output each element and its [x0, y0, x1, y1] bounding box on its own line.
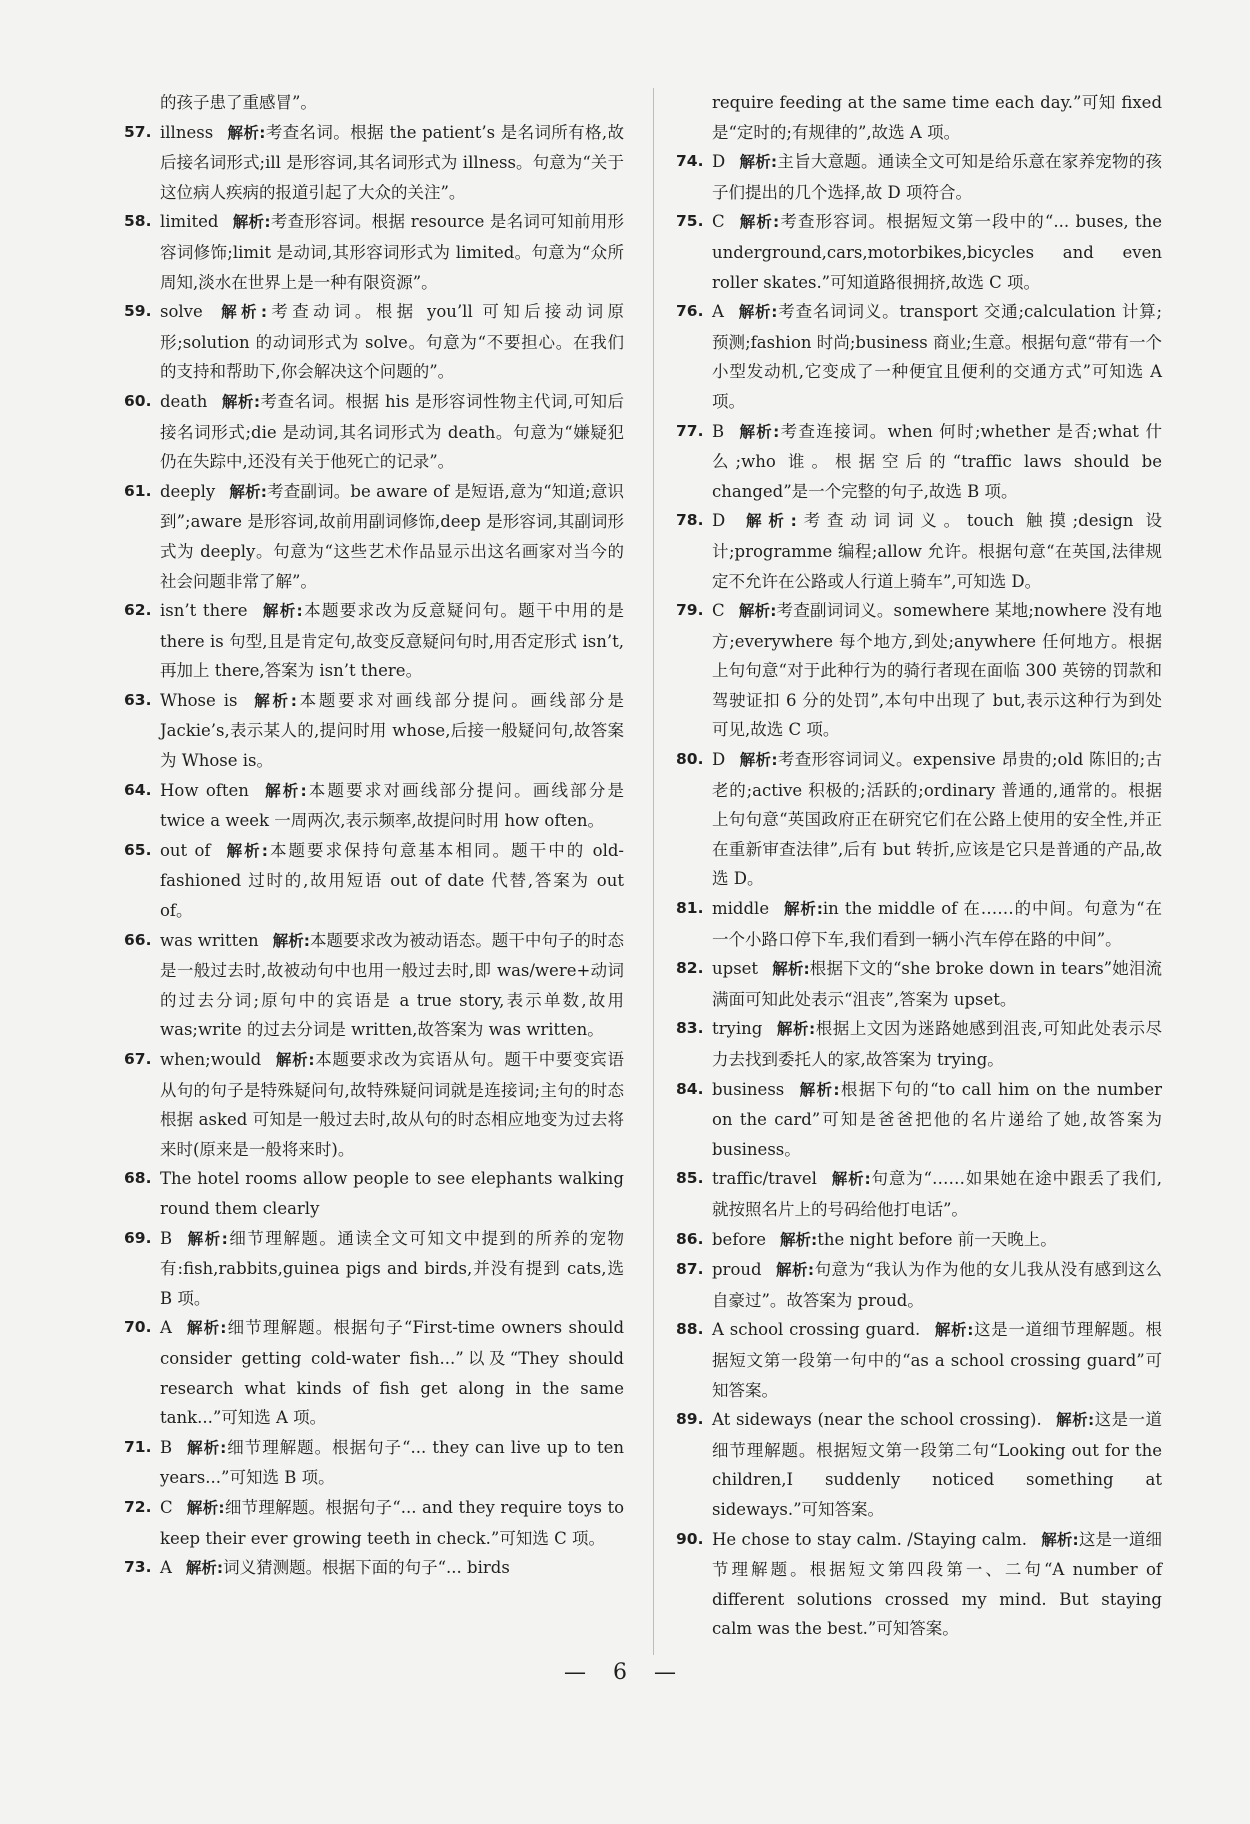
- question-number: 61.: [124, 481, 152, 500]
- question-number: 73.: [124, 1558, 152, 1577]
- answer-item: [676, 147, 1162, 207]
- answer-text: Whose is: [160, 690, 238, 710]
- question-number: 74.: [676, 152, 704, 171]
- analysis-label: 解析:: [227, 123, 266, 142]
- answer-text: A: [160, 1318, 172, 1338]
- analysis-text: 考查动词词义。touch 触摸;design 设计;programme 编程;allow 允许。根据句意“在英国,法律规定不允许在公路或人行道上骑车”,可知选 D。: [712, 511, 1162, 591]
- answer-text: proud: [712, 1260, 762, 1280]
- question-number: 72.: [124, 1497, 152, 1516]
- answer-item: [124, 1433, 624, 1493]
- question-number: 76.: [676, 302, 704, 321]
- answer-item: [676, 1525, 1162, 1644]
- answer-item: [124, 596, 624, 686]
- analysis-label: 解析:: [262, 781, 307, 800]
- answer-item: [676, 1405, 1162, 1524]
- answer-text: C: [160, 1497, 173, 1517]
- answer-item: [676, 1225, 1162, 1256]
- answer-item: [124, 1164, 624, 1223]
- answer-item: [124, 88, 624, 118]
- analysis-text: 考查名词。根据 his 是形容词性物主代词,可知后接名词形式;die 是动词,其名词形式为 death。句意为“嫌疑犯仍在失踪中,还没有关于他死亡的记录”。: [160, 391, 625, 472]
- question-number: 75.: [676, 212, 704, 231]
- answer-text: was written: [160, 930, 259, 950]
- analysis-label: 解析:: [216, 303, 268, 322]
- analysis-label: 解析:: [186, 1229, 228, 1248]
- analysis-text: 本题要求对画线部分提问。画线部分是 twice a week 一周两次,表示频率,故提问时用 how often。: [160, 780, 624, 831]
- analysis-label: 解析:: [772, 960, 810, 979]
- answer-text: middle: [712, 899, 770, 919]
- analysis-text: 细节理解题。根据句子“First-time owners should consider getting cold-water fish...”以及“They should research what kinds of fish get along in the same tank...”可知选 A 项。: [160, 1318, 625, 1428]
- answer-item: [124, 477, 624, 596]
- answer-item: [124, 926, 624, 1045]
- analysis-label: 解析:: [251, 691, 297, 710]
- analysis-text: in the middle of 在……的中间。句意为“在一个小路口停下车,我们看到一辆小汽车停在路的中间”。: [712, 899, 1162, 949]
- answer-text: The hotel rooms allow people to see elephants walking round them clearly: [160, 1169, 624, 1218]
- answer-item: [676, 207, 1162, 297]
- question-number: 64.: [124, 780, 152, 799]
- answer-item: [676, 1315, 1162, 1405]
- answer-item: [676, 88, 1162, 147]
- answer-item: [124, 1224, 624, 1314]
- answer-item: [124, 207, 624, 297]
- answer-item: [124, 1493, 624, 1553]
- answer-item: [676, 297, 1162, 416]
- question-number: 79.: [676, 601, 704, 620]
- question-number: 70.: [124, 1318, 152, 1337]
- question-number: 81.: [676, 899, 704, 918]
- answer-item: [676, 596, 1162, 745]
- analysis-text: 考查副词。be aware of 是短语,意为“知道;意识到”;aware 是形容词,故前用副词修饰,deep 是形容词,其副词形式为 deeply。句意为“这些艺术作品显示出这名画家对当今的社会问题非常了解”。: [160, 481, 624, 591]
- left-column: [124, 88, 624, 1584]
- analysis-text: 这是一道细节理解题。根据短文第四段第一、二句“A number of different solutions crossed my mind. But staying calm was the best.”可知答案。: [712, 1529, 1163, 1639]
- analysis-label: 解析:: [1055, 1411, 1095, 1430]
- analysis-label: 解析:: [232, 213, 271, 232]
- answer-item: [124, 1045, 624, 1164]
- answer-text: A school crossing guard.: [712, 1320, 921, 1340]
- question-number: 87.: [676, 1260, 704, 1279]
- answer-text: out of: [160, 840, 211, 860]
- analysis-text: 考查形容词。根据短文第一段中的“... buses, the underground,cars,motorbikes,bicycles and even roller skates.”可知道路很拥挤,故选 C 项。: [712, 212, 1162, 292]
- analysis-label: 解析:: [934, 1321, 974, 1340]
- answer-item: [676, 1075, 1162, 1165]
- question-number: 85.: [676, 1169, 704, 1188]
- answer-text: D: [712, 152, 726, 172]
- answer-text: How often: [160, 780, 249, 800]
- analysis-text: 考查名词词义。transport 交通;calculation 计算;预测;fashion 时尚;business 商业;生意。根据句意“带有一个小型发动机,它变成了一种便宜且便利的交通方式”可知选 A 项。: [712, 302, 1162, 411]
- answer-item: [676, 1164, 1162, 1224]
- right-column: [676, 88, 1162, 1644]
- analysis-text: 主旨大意题。通读全文可知是给乐意在家养宠物的孩子们提出的几个选择,故 D 项符合。: [712, 152, 1163, 202]
- answer-item: [676, 894, 1162, 954]
- analysis-text: 根据上文因为迷路她感到沮丧,可知此处表示尽力去找到委托人的家,故答案为 trying。: [712, 1019, 1162, 1069]
- analysis-label: 解析:: [185, 1319, 227, 1338]
- analysis-text: 这是一道细节理解题。根据短文第一段第二句“Looking out for the children,I suddenly noticed something at sideways.”可知答案。: [712, 1410, 1162, 1519]
- answer-text: upset: [712, 959, 759, 979]
- question-number: 83.: [676, 1019, 704, 1038]
- question-number: 67.: [124, 1050, 152, 1068]
- answer-text: D: [712, 511, 726, 531]
- analysis-label: 解析:: [221, 392, 261, 411]
- question-number: 57.: [124, 122, 152, 141]
- analysis-text: 本题要求对画线部分提问。画线部分是 Jackie’s,表示某人的,提问时用 whose,后接一般疑问句,故答案为 Whose is。: [160, 690, 624, 771]
- question-number: 84.: [676, 1079, 704, 1098]
- answer-text: B: [160, 1437, 173, 1457]
- answer-text: illness: [160, 122, 214, 142]
- question-number: 66.: [124, 930, 152, 949]
- analysis-text: 本题要求改为反意疑问句。题干中用的是 there is 句型,且是肯定句,故变反意疑问句时,用否定形式 isn’t,再加上 there,答案为 isn’t there。: [160, 601, 625, 681]
- analysis-label: 解析:: [830, 1170, 871, 1189]
- answer-item: [124, 297, 624, 387]
- answer-item: [124, 387, 624, 477]
- answer-text: death: [160, 391, 208, 411]
- analysis-text: 考查形容词词义。expensive 昂贵的;old 陈旧的;古老的;active 积极的;活跃的;ordinary 普通的,通常的。根据上句句意“英国政府正在研究它们在公路上使用的安全性,并正在重新审查法律”,后有 but 转折,应该是它只是普通的产品,故选 D。: [712, 750, 1162, 889]
- page-number: — 6 —: [564, 1660, 686, 1685]
- answer-item: [124, 776, 624, 836]
- question-number: 88.: [676, 1320, 704, 1339]
- analysis-label: 解析:: [775, 1261, 815, 1280]
- analysis-text: 考查名词。根据 the patient’s 是名词所有格,故后接名词形式;ill 是形容词,其名词形式为 illness。句意为“关于这位病人疾病的报道引起了大众的关注”。: [160, 122, 624, 202]
- analysis-label: 解析:: [739, 153, 778, 172]
- answer-item: [124, 836, 624, 926]
- analysis-text: 本题要求改为宾语从句。题干中要变宾语从句的句子是特殊疑问句,故特殊疑问词就是连接词;主句的时态根据 asked 可知是一般过去时,故从句的时态相应地变为过去将来时(原来是一般将来时)。: [160, 1050, 624, 1159]
- answer-item: [124, 1313, 624, 1432]
- question-number: 90.: [676, 1529, 704, 1548]
- answer-text: A: [712, 302, 724, 322]
- analysis-label: 解析:: [1041, 1530, 1079, 1549]
- answer-item: [676, 745, 1162, 894]
- answer-text: D: [712, 750, 726, 770]
- analysis-label: 解析:: [272, 931, 310, 950]
- analysis-text: require feeding at the same time each day.”可知 fixed 是“定时的;有规律的”,故选 A 项。: [712, 93, 1162, 142]
- question-number: 78.: [676, 511, 704, 530]
- answer-text: C: [712, 212, 725, 232]
- answer-text: At sideways (near the school crossing).: [712, 1410, 1042, 1430]
- analysis-text: 根据下句的“to call him on the number on the card”可知是爸爸把他的名片递给了她,故答案为 business。: [712, 1079, 1163, 1159]
- analysis-text: 根据下文的“she broke down in tears”她泪流满面可知此处表示“沮丧”,答案为 upset。: [712, 959, 1163, 1009]
- question-number: 65.: [124, 840, 152, 859]
- answer-item: [676, 417, 1162, 507]
- analysis-label: 解析:: [739, 512, 797, 531]
- analysis-label: 解析:: [185, 1559, 224, 1578]
- analysis-label: 解析:: [737, 303, 778, 322]
- question-number: 82.: [676, 959, 704, 978]
- analysis-text: 细节理解题。通读全文可知文中提到的所养的宠物有:fish,rabbits,guinea pigs and birds,并没有提到 cats,选 B 项。: [160, 1228, 624, 1308]
- question-number: 86.: [676, 1229, 704, 1248]
- question-number: 89.: [676, 1410, 704, 1429]
- analysis-label: 解析:: [275, 1051, 315, 1069]
- analysis-label: 解析:: [738, 602, 777, 621]
- analysis-label: 解析:: [186, 1498, 225, 1517]
- answer-item: [676, 954, 1162, 1014]
- analysis-text: 细节理解题。根据句子“... and they require toys to keep their ever growing teeth in check.”可知选 C 项。: [160, 1497, 625, 1548]
- answer-text: A: [160, 1558, 172, 1578]
- analysis-text: 句意为“……如果她在途中跟丢了我们,就按照名片上的号码给他打电话”。: [712, 1169, 1162, 1219]
- analysis-label: 解析:: [738, 213, 780, 232]
- question-number: 62.: [124, 601, 152, 620]
- analysis-text: 考查动词。根据 you’ll 可知后接动词原形;solution 的动词形式为 solve。句意为“不要担心。在我们的支持和帮助下,你会解决这个问题的”。: [160, 302, 625, 382]
- analysis-label: 解析:: [224, 841, 268, 860]
- answer-item: [676, 1255, 1162, 1315]
- analysis-label: 解析:: [738, 422, 780, 441]
- question-number: 63.: [124, 690, 152, 709]
- answer-text: He chose to stay calm. /Staying calm.: [712, 1529, 1028, 1549]
- question-number: 77.: [676, 421, 704, 440]
- analysis-label: 解析:: [776, 1020, 816, 1039]
- analysis-text: 本题要求改为被动语态。题干中句子的时态是一般过去时,故被动句中也用一般过去时,即 was/were+动词的过去分词;原句中的宾语是 a true story,表示单数,故用 was;write 的过去分词是 written,故答案为 was written。: [160, 930, 625, 1040]
- analysis-text: 细节理解题。根据句子“... they can live up to ten years...”可知选 B 项。: [160, 1437, 624, 1488]
- answer-text: before: [712, 1229, 767, 1249]
- answer-text: business: [712, 1079, 785, 1099]
- question-number: 71.: [124, 1437, 152, 1456]
- analysis-text: 考查连接词。when 何时;whether 是否;what 什么;who 谁。根据空后的“traffic laws should be changed”是一个完整的句子,故选 B 项。: [712, 421, 1163, 501]
- answer-text: C: [712, 601, 725, 621]
- answer-text: limited: [160, 212, 219, 232]
- analysis-text: 这是一道细节理解题。根据短文第一段第一句中的“as a school crossing guard”可知答案。: [712, 1320, 1163, 1400]
- answer-item: [676, 506, 1162, 596]
- analysis-label: 解析:: [186, 1438, 227, 1457]
- answer-text: deeply: [160, 481, 216, 501]
- answer-text: solve: [160, 302, 203, 322]
- question-number: 69.: [124, 1228, 152, 1247]
- analysis-text: 本题要求保持句意基本相同。题干中的 old-fashioned 过时的,故用短语 out of date 代替,答案为 out of。: [160, 840, 624, 921]
- analysis-text: 句意为“我认为作为他的女儿我从没有感到这么自豪过”。故答案为 proud。: [712, 1260, 1162, 1310]
- analysis-label: 解析:: [229, 482, 267, 501]
- analysis-label: 解析:: [780, 1230, 818, 1249]
- analysis-text: 的孩子患了重感冒”。: [160, 93, 317, 112]
- analysis-text: 考查副词词义。somewhere 某地;nowhere 没有地方;everywhere 每个地方,到处;anywhere 任何地方。根据上句句意“对于此种行为的骑行者现在面临 300 英镑的罚款和驾驶证扣 6 分的处罚”,本句中出现了 but,表示这种行为到处可见,故选 C 项。: [712, 601, 1162, 740]
- answer-text: traffic/travel: [712, 1169, 817, 1189]
- question-number: 60.: [124, 391, 152, 410]
- analysis-label: 解析:: [261, 602, 303, 621]
- question-number: 58.: [124, 212, 152, 231]
- analysis-text: 词义猜测题。根据下面的句子“... birds: [223, 1558, 510, 1578]
- answer-text: B: [160, 1228, 173, 1248]
- answer-text: trying: [712, 1019, 763, 1039]
- analysis-label: 解析:: [783, 900, 823, 919]
- answer-item: [124, 118, 624, 208]
- question-number: 59.: [124, 302, 152, 321]
- answer-text: when;would: [160, 1050, 262, 1069]
- analysis-label: 解析:: [739, 751, 778, 770]
- question-number: 80.: [676, 750, 704, 769]
- answer-item: [124, 686, 624, 776]
- analysis-text: 考查形容词。根据 resource 是名词可知前用形容词修饰;limit 是动词,其形容词形式为 limited。句意为“众所周知,淡水在世界上是一种有限资源”。: [160, 212, 624, 292]
- answer-item: [676, 1014, 1162, 1074]
- analysis-text: the night before 前一天晚上。: [817, 1229, 1057, 1249]
- analysis-label: 解析:: [798, 1080, 840, 1099]
- column-divider: [653, 88, 654, 1655]
- answer-text: B: [712, 421, 725, 441]
- question-number: 68.: [124, 1169, 152, 1188]
- answer-text: isn’t there: [160, 601, 248, 621]
- answer-item: [124, 1553, 624, 1584]
